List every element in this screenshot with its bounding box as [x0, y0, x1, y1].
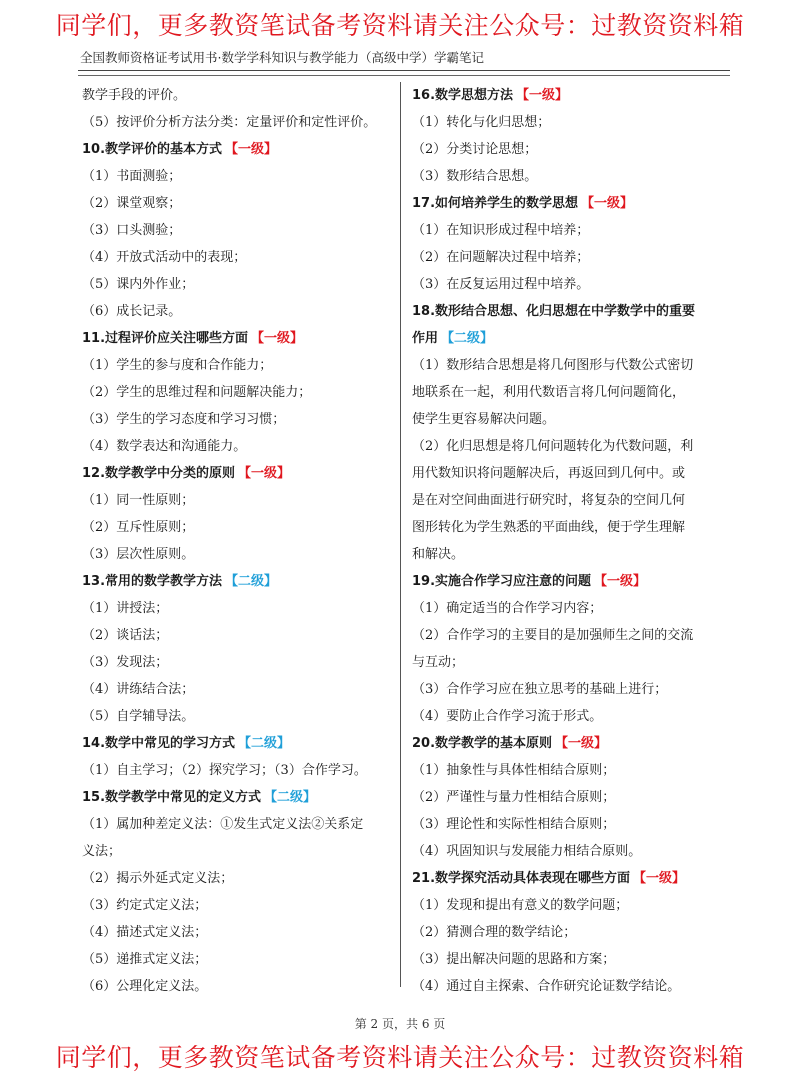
section-heading — [82, 325, 388, 352]
heading-text: 13.常用的数学教学方法 — [82, 574, 223, 589]
heading-text: 14.数学中常见的学习方式 — [82, 736, 236, 751]
text-line: （4）要防止合作学习流于形式。 — [412, 709, 603, 724]
text-line: （4）描述式定义法； — [82, 925, 208, 940]
section-heading — [412, 190, 724, 217]
text-line: （5）按评价分析方法分类：定量评价和定性评价。 — [82, 115, 377, 130]
level-tag: 【二级】 — [225, 574, 278, 589]
text-line: （1）属加种差定义法：①发生式定义法②关系定 — [82, 817, 364, 832]
text-line: 使学生更容易解决问题。 — [412, 412, 556, 427]
level-tag: 【一级】 — [633, 871, 686, 886]
text-line: （3）理论性和实际性相结合原则； — [412, 817, 616, 832]
text-line: （4）开放式活动中的表现； — [82, 250, 247, 265]
text-line: （2）互斥性原则； — [82, 520, 195, 535]
heading-text: 作用 — [412, 331, 439, 346]
text-line: 地联系在一起，利用代数语言将几何问题简化， — [412, 385, 686, 400]
level-tag: 【二级】 — [238, 736, 291, 751]
text-line: （1）自主学习；（2）探究学习；（3）合作学习。 — [82, 763, 367, 778]
level-tag: 【二级】 — [441, 331, 494, 346]
text-line: （4）通过自主探索、合作研究论证数学结论。 — [412, 979, 681, 994]
text-line: （3）数形结合思想。 — [412, 169, 538, 184]
text-line: 图形转化为学生熟悉的平面曲线，便于学生理解 — [412, 520, 686, 535]
section-heading — [82, 784, 388, 811]
text-line: （5）课内外作业； — [82, 277, 195, 292]
text-line: （2）严谨性与量力性相结合原则； — [412, 790, 616, 805]
text-line: 义法； — [82, 844, 122, 859]
text-line: 教学手段的评价。 — [82, 88, 187, 103]
heading-text: 10.教学评价的基本方式 — [82, 142, 223, 157]
level-tag: 【一级】 — [225, 142, 278, 157]
text-line: （2）分类讨论思想； — [412, 142, 538, 157]
text-line: （2）课堂观察； — [82, 196, 182, 211]
text-line: （2）谈话法； — [82, 628, 169, 643]
right-column — [412, 82, 724, 1000]
text-line: （1）同一性原则； — [82, 493, 195, 508]
level-tag: 【一级】 — [581, 196, 634, 211]
text-line: （2）化归思想是将几何问题转化为代数问题，利 — [412, 439, 694, 454]
text-line: （2）猜测合理的数学结论； — [412, 925, 577, 940]
section-heading — [412, 730, 724, 757]
text-line: （1）在知识形成过程中培养； — [412, 223, 590, 238]
heading-text: 15.数学教学中常见的定义方式 — [82, 790, 262, 805]
section-heading — [82, 136, 388, 163]
level-tag: 【一级】 — [555, 736, 608, 751]
text-line: （1）数形结合思想是将几何图形与代数公式密切 — [412, 358, 694, 373]
section-heading — [412, 82, 724, 109]
header-rule-thin — [78, 75, 730, 76]
text-line: （5）自学辅导法。 — [82, 709, 195, 724]
text-line: （6）公理化定义法。 — [82, 979, 208, 994]
section-heading — [412, 298, 724, 325]
text-line: （4）讲练结合法； — [82, 682, 195, 697]
heading-text: 21.数学探究活动具体表现在哪些方面 — [412, 871, 631, 886]
book-subheader: 全国教师资格证考试用书·数学学科知识与教学能力（高级中学）学霸笔记 — [80, 50, 484, 65]
text-line: （1）确定适当的合作学习内容； — [412, 601, 603, 616]
page-number: 第 2 页，共 6 页 — [354, 1017, 446, 1031]
text-line: （3）在反复运用过程中培养。 — [412, 277, 590, 292]
text-line: （4）数学表达和沟通能力。 — [82, 439, 247, 454]
left-column — [82, 82, 388, 1000]
text-line: （3）合作学习应在独立思考的基础上进行； — [412, 682, 668, 697]
text-line: （3）学生的学习态度和学习习惯； — [82, 412, 286, 427]
level-tag: 【一级】 — [594, 574, 647, 589]
text-line: （3）层次性原则。 — [82, 547, 195, 562]
section-heading — [412, 865, 724, 892]
text-line: （6）成长记录。 — [82, 304, 182, 319]
section-heading — [82, 460, 388, 487]
text-line: （1）讲授法； — [82, 601, 169, 616]
section-heading — [412, 568, 724, 595]
text-line: （3）约定式定义法； — [82, 898, 208, 913]
level-tag: 【一级】 — [251, 331, 304, 346]
text-line: （2）在问题解决过程中培养； — [412, 250, 590, 265]
level-tag: 【二级】 — [264, 790, 317, 805]
promo-banner-bottom: 同学们，更多教资笔试备考资料请关注公众号：过教资资料箱 — [55, 1043, 745, 1072]
text-line: （3）口头测验； — [82, 223, 182, 238]
section-heading — [82, 730, 388, 757]
header-rule — [78, 70, 730, 71]
text-line: （1）抽象性与具体性相结合原则； — [412, 763, 616, 778]
text-line: （2）合作学习的主要目的是加强师生之间的交流 — [412, 628, 694, 643]
promo-banner-top: 同学们，更多教资笔试备考资料请关注公众号：过教资资料箱 — [55, 11, 745, 40]
heading-text: 20.数学教学的基本原则 — [412, 736, 553, 751]
text-line: （3）发现法； — [82, 655, 169, 670]
section-heading — [82, 568, 388, 595]
column-divider — [400, 82, 401, 987]
text-line: （1）发现和提出有意义的数学问题； — [412, 898, 629, 913]
level-tag: 【一级】 — [238, 466, 291, 481]
text-line: （2）学生的思维过程和问题解决能力； — [82, 385, 312, 400]
heading-text: 12.数学教学中分类的原则 — [82, 466, 236, 481]
level-tag: 【一级】 — [516, 88, 569, 103]
text-line: 与互动； — [412, 655, 465, 670]
text-line: （2）揭示外延式定义法； — [82, 871, 234, 886]
text-line: 用代数知识将问题解决后，再返回到几何中。或 — [412, 466, 686, 481]
section-heading — [412, 325, 724, 352]
text-line: （3）提出解决问题的思路和方案； — [412, 952, 616, 967]
text-line: （5）递推式定义法； — [82, 952, 208, 967]
heading-text: 17.如何培养学生的数学思想 — [412, 196, 579, 211]
heading-text: 19.实施合作学习应注意的问题 — [412, 574, 592, 589]
text-line: （1）学生的参与度和合作能力； — [82, 358, 273, 373]
heading-text: 11.过程评价应关注哪些方面 — [82, 331, 249, 346]
text-line: 是在对空间曲面进行研究时，将复杂的空间几何 — [412, 493, 686, 508]
text-line: （1）转化与化归思想； — [412, 115, 551, 130]
heading-text: 18.数形结合思想、化归思想在中学数学中的重要 — [412, 304, 696, 319]
text-line: （1）书面测验； — [82, 169, 182, 184]
text-line: （4）巩固知识与发展能力相结合原则。 — [412, 844, 642, 859]
heading-text: 16.数学思想方法 — [412, 88, 514, 103]
text-line: 和解决。 — [412, 547, 465, 562]
